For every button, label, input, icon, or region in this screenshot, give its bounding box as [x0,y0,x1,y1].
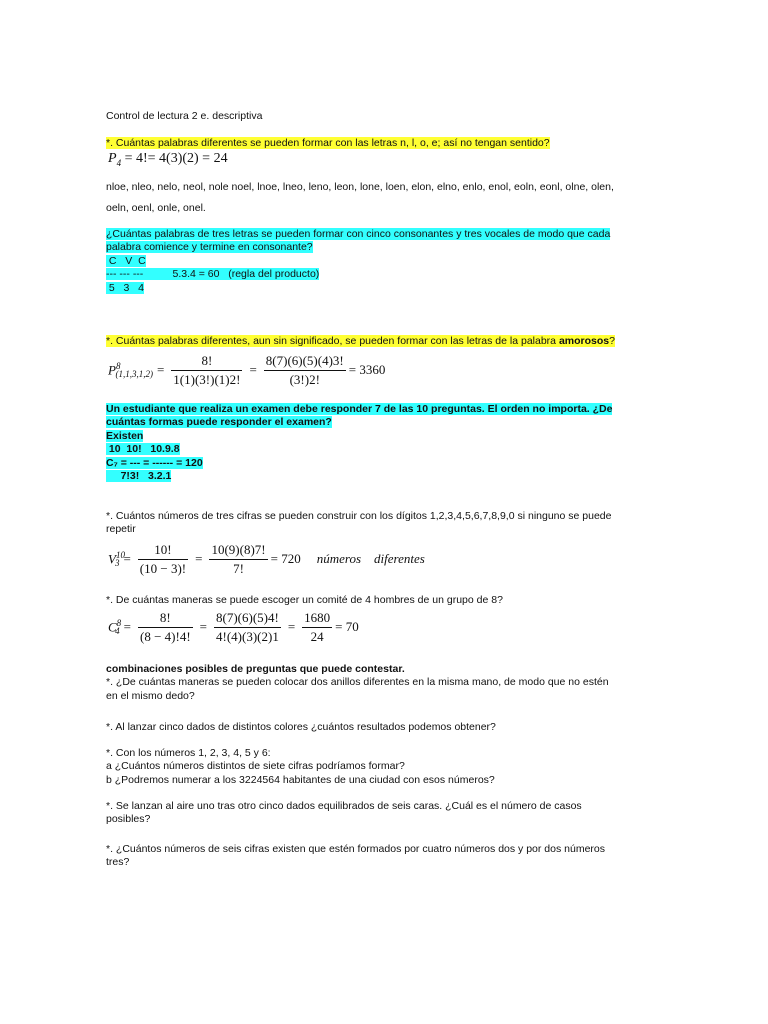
q6-frac1-num: 8! [159,609,171,625]
question-6: *. De cuántas maneras se puede escoger un comité de 4 hombres de un grupo de 8? [106,594,503,606]
q9-line-2: a ¿Cuántos números distintos de siete cifras podríamos formar? [106,760,405,773]
q4-line-5: C₇ = --- = ------ = 120 [106,456,203,469]
q3-frac2-num: 8(7)(6)(5)(4)3! [265,352,344,368]
question-9 [106,747,495,787]
q5-note: números diferentes [316,551,425,566]
q3-suffix: ? [609,335,615,347]
q5-frac1-den: (10 − 3)! [139,560,187,576]
q9-line-3: b ¿Podremos numerar a los 3224564 habitantes de una ciudad con esos números? [106,773,495,786]
q1-answers-line-2: oeln, oenl, onle, onel. [106,202,206,214]
q3-result: = 3360 [348,362,386,377]
question-2 [106,228,610,295]
q6-frac3-den: 24 [302,627,332,645]
question-5 [106,510,611,537]
q3-frac2-den: (3!)2! [264,370,346,388]
q11-line-1: *. ¿Cuántos números de seis cifras existen que estén formados por cuatro números dos y por dos números [106,843,605,855]
q6-frac1-den: (8 − 4)!4! [140,628,191,644]
question-8: *. Al lanzar cinco dados de distintos colores ¿cuántos resultados podemos obtener? [106,721,496,733]
q1-answers-line-1: nloe, nleo, nelo, neol, nole noel, lnoe, lneo, leno, leon, lone, loen, elon, elno, enlo, enol, eoln, eonl, olne, olen, [106,181,614,193]
q2-line-3: C V C [106,254,146,267]
q5-frac1-num: 10! [154,541,172,557]
question-3 [106,335,615,347]
q9-line-1: *. Con los números 1, 2, 3, 4, 5 y 6: [106,747,271,759]
q3-frac1-num: 8! [201,352,213,368]
formula-p4-expression: 4!= 4(3)(2) = 24 [135,151,228,166]
question-7 [106,663,609,703]
q2-line-4: --- --- --- 5.3.4 = 60 (regla del producto) [106,268,320,281]
q5-frac2-den: 7! [209,559,267,577]
q2-line-2: palabra comience y termine en consonante? [106,241,313,254]
q7-line-1: *. ¿De cuántas maneras se pueden colocar dos anillos diferentes en la misma mano, de modo que no estén [106,676,609,689]
q5-line-1: *. Cuántos números de tres cifras se pueden construir con los dígitos 1,2,3,4,5,6,7,8,9,0 si ninguno se puede [106,510,612,522]
formula-variation-v3-10: $V^{10}_3$ = $\frac{10!}{(10 - 3)!}$ = $\frac{10(9)(8)7!}{7!}$ = 720 números diferentes [108,541,425,576]
formula-permutation-p4: $P_4 = 4!= 4(3)(2) = 24$ [108,151,228,168]
q7-heading: combinaciones posibles de preguntas que puede contestar. [106,663,405,675]
q4-line-6: 7!3! 3.2.1 [106,470,172,483]
question-11 [106,843,605,870]
q2-line-1: ¿Cuántas palabras de tres letras se pueden formar con cinco consonantes y tres vocales de modo que cada [106,228,611,240]
q10-line-1: *. Se lanzan al aire uno tras otro cinco dados equilibrados de seis caras. ¿Cuál es el número de casos [106,800,582,812]
q6-result: = 70 [335,619,359,634]
q7-line-2: en el mismo dedo? [106,689,195,702]
q6-frac3-num: 1680 [304,609,331,625]
q4-line-3: Existen [106,429,144,442]
q6-frac2-den: 4!(4)(3)(2)1 [216,628,279,644]
q4-line-1: Un estudiante que realiza un examen debe responder 7 de las 10 preguntas. El orden no importa. ¿De [106,403,613,415]
q4-line-2: cuántas formas puede responder el examen? [106,416,332,429]
q4-line-4: 10 10! 10.9.8 [106,443,180,456]
q3-word: amorosos [558,335,610,347]
q11-line-2: tres? [106,856,130,869]
formula-combination-c4-8: $C^8_4$ = $\frac{8!}{(8 - 4)!4!}$ = $\frac{8(7)(6)(5)4!}{4!(4)(3)(2)1}$ = $\frac{1680}{24}$ = 70 [108,609,359,644]
page-title: Control de lectura 2 e. descriptiva [106,110,263,122]
q2-line-5: 5 3 4 [106,281,144,294]
q6-frac2-num: 8(7)(6)(5)4! [216,609,279,625]
q10-line-2: posibles? [106,813,151,826]
q3-prefix: *. Cuántas palabras diferentes, aun sin significado, se pueden formar con las letras de la palabra [106,335,559,347]
question-1: *. Cuántas palabras diferentes se pueden formar con las letras n, l, o, e; así no tengan sentido? [106,137,550,149]
q5-frac2-num: 10(9)(8)7! [211,541,266,557]
q5-result: = 720 [270,551,301,566]
q3-frac1-den: 1(1)(3!)(1)2! [173,371,241,387]
question-10 [106,800,582,827]
q5-line-2: repetir [106,523,136,536]
formula-permutation-amorosos: $P^8_{(1,1,3,1,2)}$ = $\frac{8!}{1(1)(3!)(1)2!}$ = $\frac{8(7)(6)(5)(4)3!}{(3!)2!}$ = 3360 [108,352,386,387]
question-4 [106,403,612,483]
